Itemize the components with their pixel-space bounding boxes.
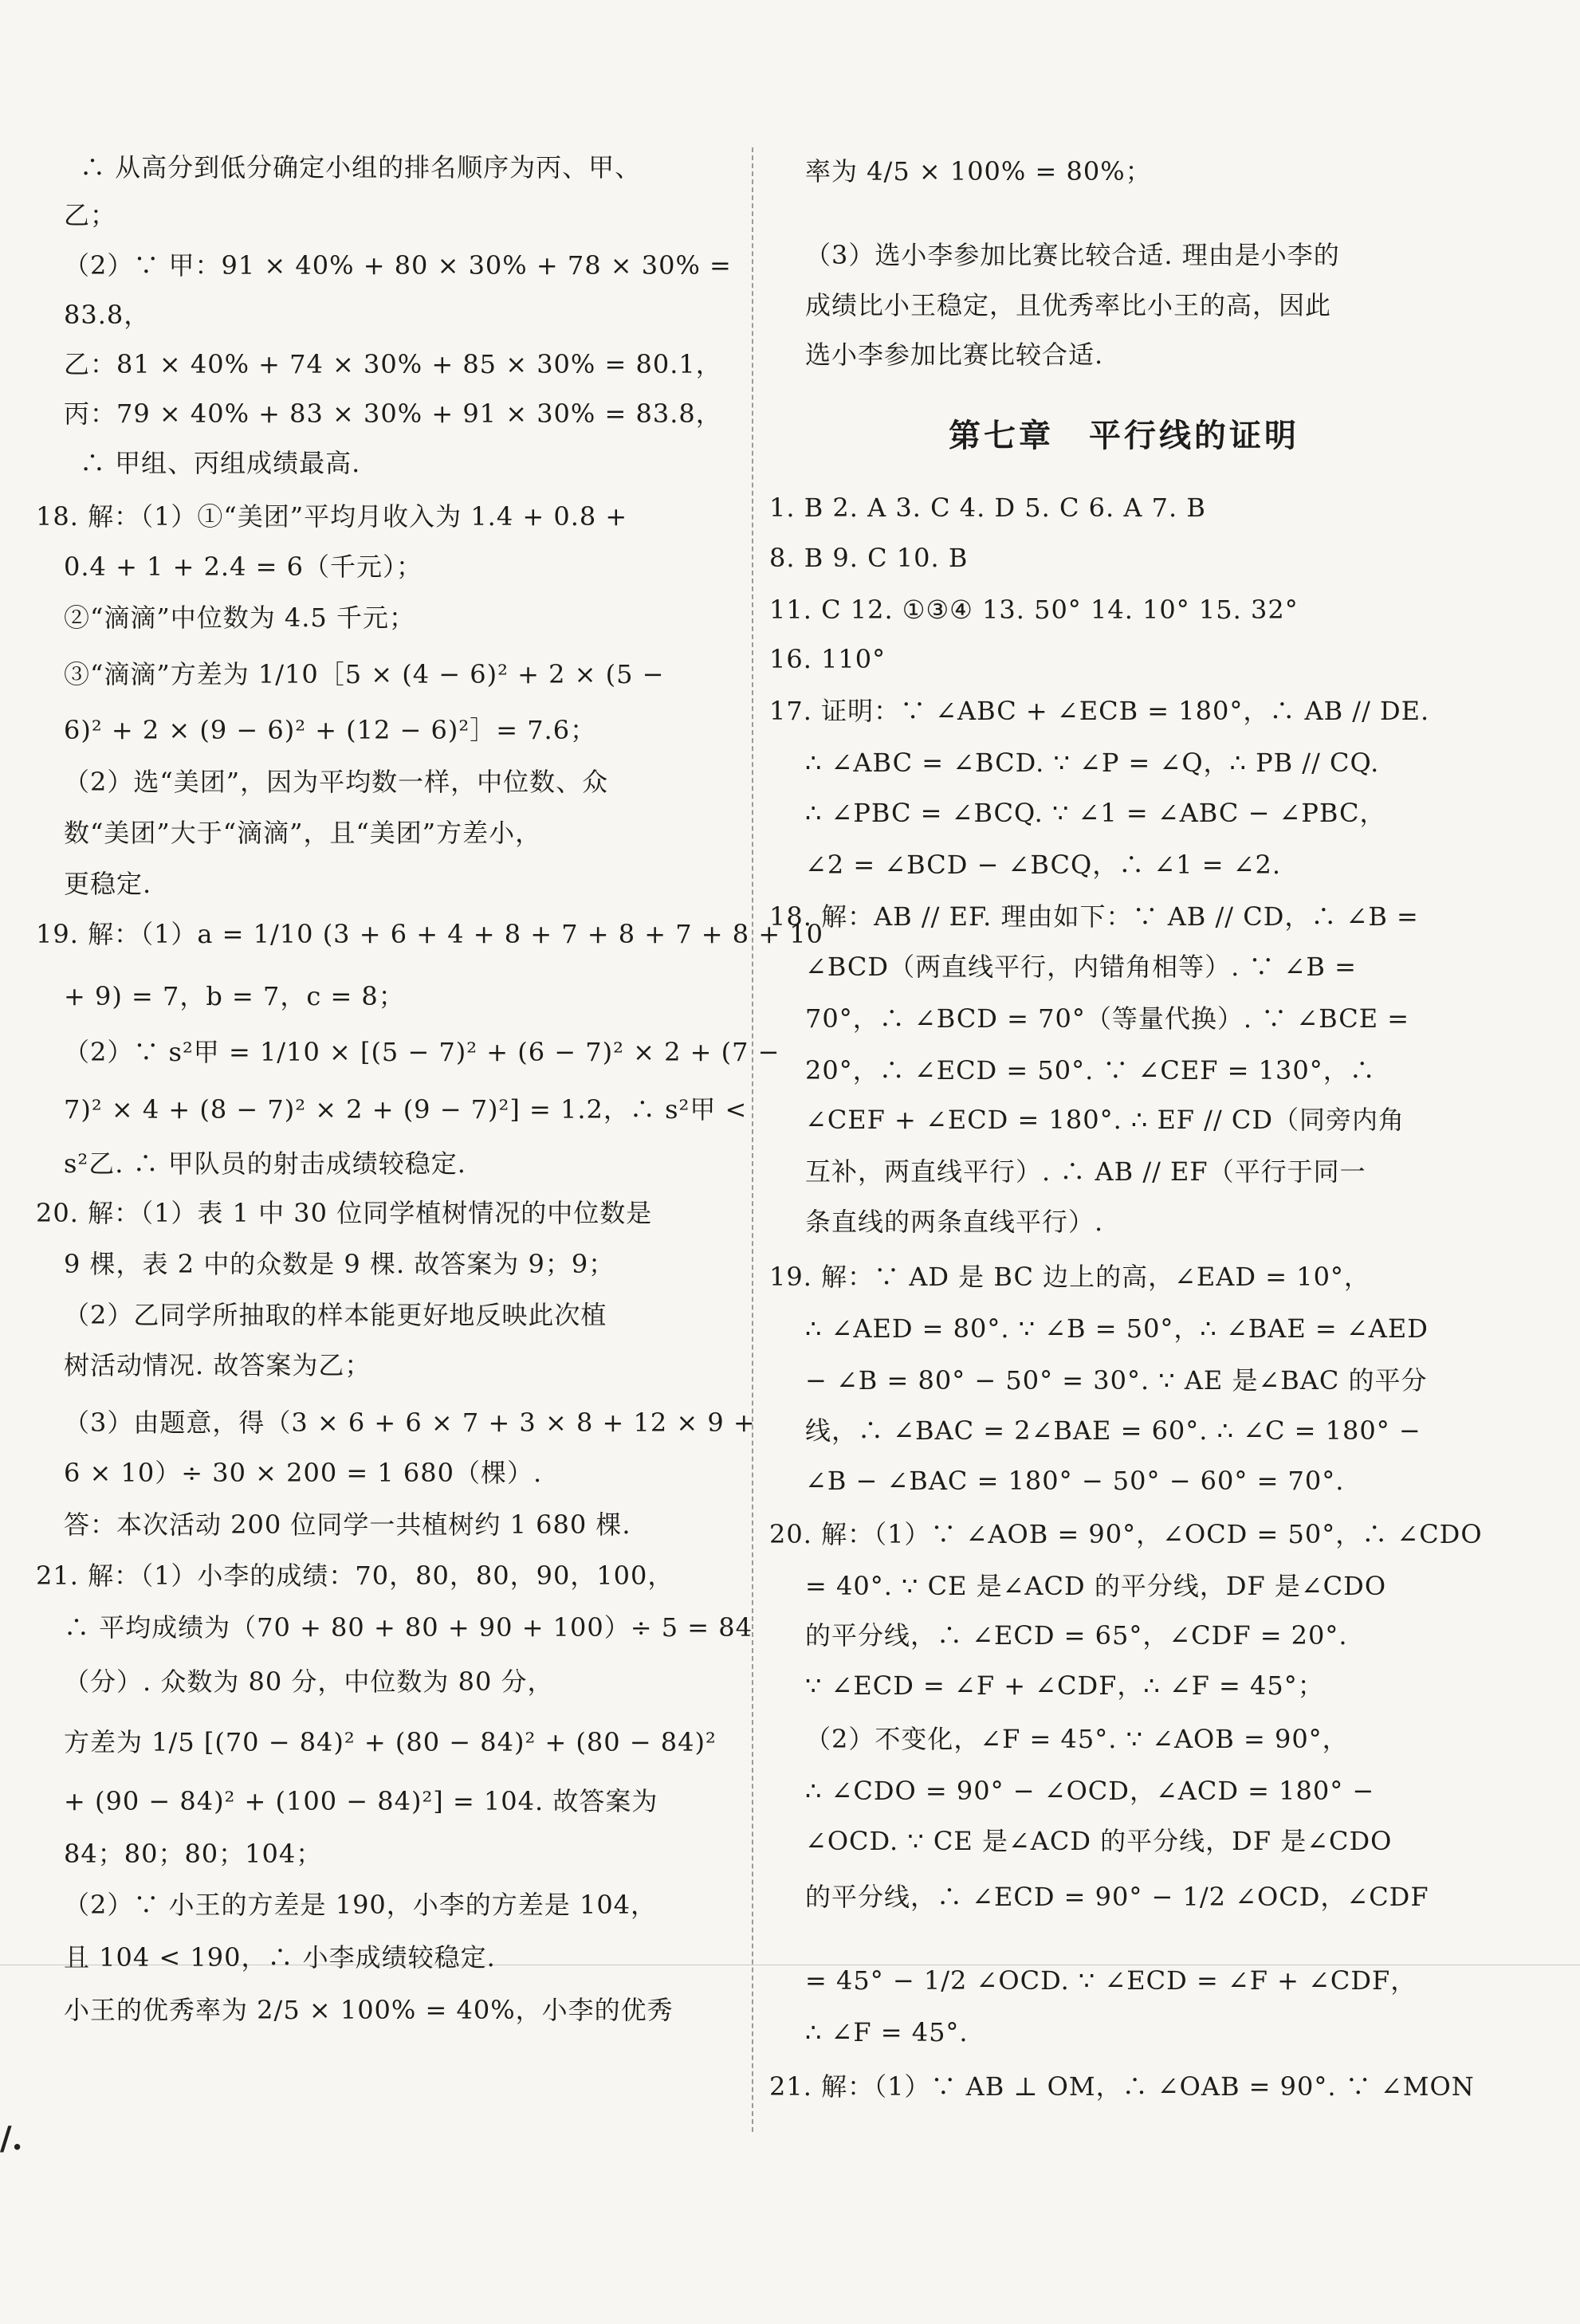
- right-line-6: ∴ ∠ABC = ∠BCD. ∵ ∠P = ∠Q，∴ PB // CQ.: [805, 748, 1380, 778]
- right-line-1: 1. B 2. A 3. C 4. D 5. C 6. A 7. B: [769, 493, 1206, 523]
- left-line-24: 树活动情况. 故答案为乙；: [64, 1350, 371, 1380]
- left-line-34: （2）∵ 小王的方差是 190，小李的方差是 104，: [64, 1890, 658, 1920]
- right-line-9: 18. 解：AB // EF. 理由如下：∵ AB // CD，∴ ∠B =: [769, 901, 1419, 932]
- right-line-19: 线，∴ ∠BAC = 2∠BAE = 60°. ∴ ∠C = 180° −: [805, 1415, 1421, 1446]
- left-line-36: 小王的优秀率为 2/5 × 100% = 40%，小李的优秀: [64, 1995, 674, 2025]
- left-line-19: 7)² × 4 + (8 − 7)² × 2 + (9 − 7)²] = 1.2，∴ s²甲 <: [64, 1094, 748, 1125]
- left-line-2: 乙；: [64, 200, 117, 230]
- right-line-14: 互补，两直线平行）. ∴ AB // EF（平行于同一: [805, 1156, 1366, 1187]
- right-line-31: 21. 解：（1）∵ AB ⊥ OM，∴ ∠OAB = 90°. ∵ ∠MON: [769, 2071, 1475, 2102]
- chapter-title: 第七章 平行线的证明: [949, 418, 1299, 454]
- left-line-30: （分）. 众数为 80 分，中位数为 80 分，: [64, 1666, 554, 1697]
- right-line-25: （2）不变化，∠F = 45°. ∵ ∠AOB = 90°，: [805, 1724, 1349, 1754]
- right-line-28: 的平分线，∴ ∠ECD = 90° − 1/2 ∠OCD，∠CDF: [805, 1882, 1429, 1912]
- left-line-11: ③“滴滴”方差为 1/10［5 × (4 − 6)² + 2 × (5 −: [64, 659, 665, 689]
- left-line-16: 19. 解：（1）a = 1/10 (3 + 6 + 4 + 8 + 7 + 8 + 7 + 8 + 10: [36, 919, 824, 949]
- left-line-33: 84；80；80；104；: [64, 1839, 323, 1869]
- left-line-23: （2）乙同学所抽取的样本能更好地反映此次植: [64, 1300, 607, 1330]
- right-line-7: ∴ ∠PBC = ∠BCQ. ∵ ∠1 = ∠ABC − ∠PBC，: [805, 798, 1386, 828]
- left-line-20: s²乙. ∴ 甲队员的射击成绩较稳定.: [64, 1148, 466, 1179]
- left-line-6: 丙：79 × 40% + 83 × 30% + 91 × 30% = 83.8，: [64, 398, 722, 429]
- right-line-26: ∴ ∠CDO = 90° − ∠OCD，∠ACD = 180° −: [805, 1776, 1375, 1806]
- left-line-18: （2）∵ s²甲 = 1/10 × [(5 − 7)² + (6 − 7)² × 2 + (7 −: [64, 1037, 780, 1067]
- right-line-24: ∵ ∠ECD = ∠F + ∠CDF，∴ ∠F = 45°；: [805, 1670, 1324, 1701]
- right-line-23: 的平分线，∴ ∠ECD = 65°，∠CDF = 20°.: [805, 1620, 1348, 1651]
- right-line-4: 16. 110°: [769, 644, 886, 674]
- left-line-25: （3）由题意，得（3 × 6 + 6 × 7 + 3 × 8 + 12 × 9 +: [64, 1407, 756, 1438]
- left-line-9: 0.4 + 1 + 2.4 = 6（千元）；: [64, 552, 423, 582]
- left-line-14: 数“美团”大于“滴滴”，且“美团”方差小，: [64, 818, 542, 848]
- column-divider: [752, 147, 753, 2132]
- page-corner-mark: /.: [0, 2120, 23, 2157]
- left-line-10: ②“滴滴”中位数为 4.5 千元；: [64, 603, 415, 633]
- left-line-7: ∴ 甲组、丙组成绩最高.: [80, 448, 361, 478]
- left-line-12: 6)² + 2 × (9 − 6)² + (12 − 6)²］= 7.6；: [64, 715, 597, 745]
- left-line-15: 更稳定.: [64, 869, 152, 899]
- left-line-1: ∴ 从高分到低分确定小组的排名顺序为丙、甲、: [80, 152, 642, 183]
- left-line-31: 方差为 1/5 [(70 − 84)² + (80 − 84)² + (80 − 84)²: [64, 1727, 717, 1757]
- right-line-27: ∠OCD. ∵ CE 是∠ACD 的平分线，DF 是∠CDO: [805, 1826, 1393, 1856]
- right-line-21: 20. 解：（1）∵ ∠AOB = 90°，∠OCD = 50°，∴ ∠CDO: [769, 1519, 1483, 1549]
- right-top-line-3: 成绩比小王稳定，且优秀率比小王的高，因此: [805, 290, 1332, 320]
- right-line-5: 17. 证明：∵ ∠ABC + ∠ECB = 180°，∴ AB // DE.: [769, 696, 1430, 726]
- right-line-8: ∠2 = ∠BCD − ∠BCQ，∴ ∠1 = ∠2.: [805, 850, 1282, 880]
- right-line-13: ∠CEF + ∠ECD = 180°. ∴ EF // CD（同旁内角: [805, 1105, 1405, 1135]
- left-line-5: 乙：81 × 40% + 74 × 30% + 85 × 30% = 80.1，: [64, 349, 722, 379]
- right-line-30: ∴ ∠F = 45°.: [805, 2017, 969, 2047]
- left-line-13: （2）选“美团”，因为平均数一样，中位数、众: [64, 767, 609, 797]
- left-line-3: （2）∵ 甲：91 × 40% + 80 × 30% + 78 × 30% =: [64, 250, 732, 281]
- right-top-line-4: 选小李参加比赛比较合适.: [805, 340, 1104, 370]
- right-line-2: 8. B 9. C 10. B: [769, 543, 969, 573]
- left-line-27: 答：本次活动 200 位同学一共植树约 1 680 棵.: [64, 1509, 631, 1540]
- right-line-20: ∠B − ∠BAC = 180° − 50° − 60° = 70°.: [805, 1466, 1345, 1496]
- left-line-29: ∴ 平均成绩为（70 + 80 + 80 + 90 + 100）÷ 5 = 84: [64, 1612, 753, 1643]
- left-line-21: 20. 解：（1）表 1 中 30 位同学植树情况的中位数是: [36, 1198, 653, 1228]
- right-line-11: 70°，∴ ∠BCD = 70°（等量代换）. ∵ ∠BCE =: [805, 1003, 1410, 1034]
- left-line-32: + (90 − 84)² + (100 − 84)²] = 104. 故答案为: [64, 1786, 658, 1816]
- right-line-16: 19. 解：∵ AD 是 BC 边上的高，∠EAD = 10°，: [769, 1262, 1370, 1292]
- right-line-22: = 40°. ∵ CE 是∠ACD 的平分线，DF 是∠CDO: [805, 1571, 1387, 1601]
- right-line-12: 20°，∴ ∠ECD = 50°. ∵ ∠CEF = 130°，∴: [805, 1055, 1376, 1085]
- left-line-17: + 9) = 7，b = 7，c = 8；: [64, 981, 405, 1011]
- left-line-22: 9 棵，表 2 中的众数是 9 棵. 故答案为 9；9；: [64, 1249, 615, 1279]
- right-line-3: 11. C 12. ①③④ 13. 50° 14. 10° 15. 32°: [769, 595, 1299, 625]
- right-top-line-1: 率为 4/5 × 100% = 80%；: [805, 156, 1152, 186]
- left-line-8: 18. 解：（1）①“美团”平均月收入为 1.4 + 0.8 +: [36, 501, 628, 532]
- left-line-26: 6 × 10）÷ 30 × 200 = 1 680（棵）.: [64, 1458, 543, 1488]
- right-top-line-2: （3）选小李参加比赛比较合适. 理由是小李的: [805, 240, 1340, 270]
- right-line-15: 条直线的两条直线平行）.: [805, 1207, 1104, 1237]
- right-line-17: ∴ ∠AED = 80°. ∵ ∠B = 50°，∴ ∠BAE = ∠AED: [805, 1313, 1429, 1344]
- right-line-10: ∠BCD（两直线平行，内错角相等）. ∵ ∠B =: [805, 952, 1357, 982]
- left-line-35: 且 104 < 190，∴ 小李成绩较稳定.: [64, 1942, 496, 1973]
- left-line-28: 21. 解：（1）小李的成绩：70，80，80，90，100，: [36, 1560, 674, 1591]
- left-line-4: 83.8，: [64, 300, 151, 330]
- right-line-29: = 45° − 1/2 ∠OCD. ∵ ∠ECD = ∠F + ∠CDF，: [805, 1965, 1417, 1996]
- right-line-18: − ∠B = 80° − 50° = 30°. ∵ AE 是∠BAC 的平分: [805, 1365, 1428, 1396]
